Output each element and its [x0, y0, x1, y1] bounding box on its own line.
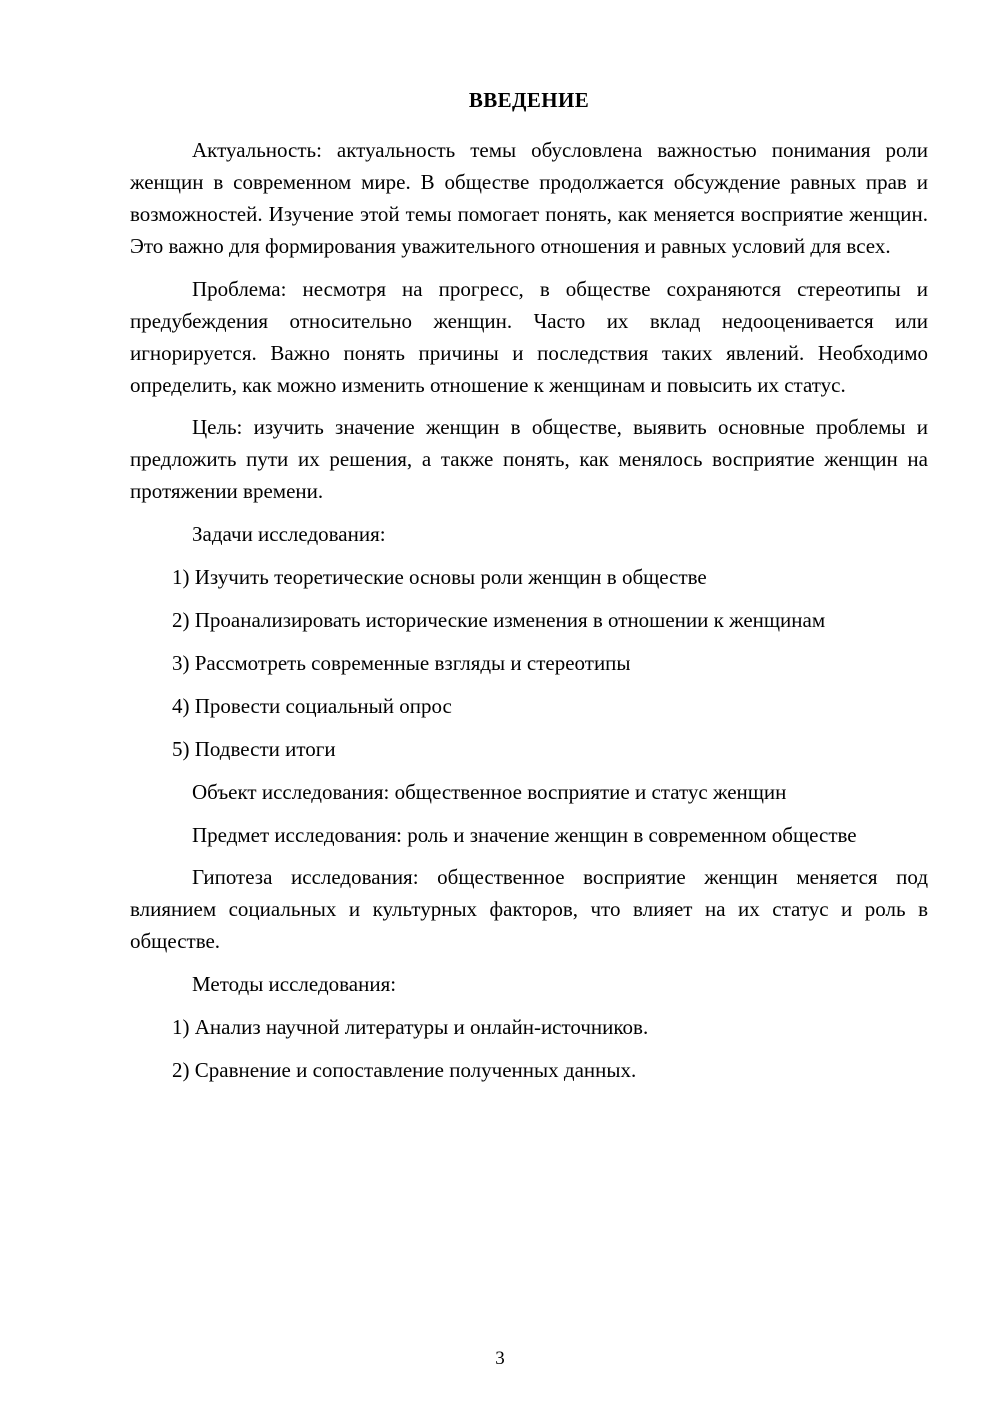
paragraph: Цель: изучить значение женщин в обществе, выявить основные проблемы и предложить пути их решения, а также понять, как менялось восприятие женщин на протяжении времени. — [130, 415, 928, 504]
list-item: 2) Проанализировать исторические изменения в отношении к женщинам — [172, 607, 826, 632]
paragraph: Задачи исследования: — [192, 522, 386, 547]
list-item: 1) Анализ научной литературы и онлайн-источников. — [172, 1015, 649, 1040]
paragraph: Гипотеза исследования: общественное восприятие женщин меняется под влиянием социальных и культурных факторов, что влияет на их статус и роль в обществе. — [130, 865, 928, 954]
list-item: 5) Подвести итоги — [172, 736, 336, 761]
paragraph: Объект исследования: общественное восприятие и статус женщин — [192, 779, 787, 804]
list-item: 4) Провести социальный опрос — [172, 693, 452, 718]
paragraph: Методы исследования: — [192, 972, 397, 997]
list-item: 2) Сравнение и сопоставление полученных данных. — [172, 1057, 637, 1082]
paragraph: Проблема: несмотря на прогресс, в обществе сохраняются стереотипы и предубеждения относительно женщин. Часто их вклад недооценивается или игнорируется. Важно понять причины и последствия таких явлений. Необходимо определить, как можно изменить отношение к женщинам и повысить их статус. — [130, 276, 928, 397]
page-number: 3 — [495, 1348, 505, 1369]
list-item: 3) Рассмотреть современные взгляды и стереотипы — [172, 650, 631, 675]
paragraph: Актуальность: актуальность темы обусловлена важностью понимания роли женщин в современном мире. В обществе продолжается обсуждение равных прав и возможностей. Изучение этой темы помогает понять, как меняется восприятие женщин. Это важно для формирования уважительного отношения и равных условий для всех. — [130, 138, 928, 258]
page-title: ВВЕДЕНИЕ — [468, 88, 590, 112]
paragraph: Предмет исследования: роль и значение женщин в современном обществе — [192, 822, 857, 847]
document-body — [130, 135, 928, 1087]
list-item: 1) Изучить теоретические основы роли женщин в обществе — [172, 565, 707, 590]
